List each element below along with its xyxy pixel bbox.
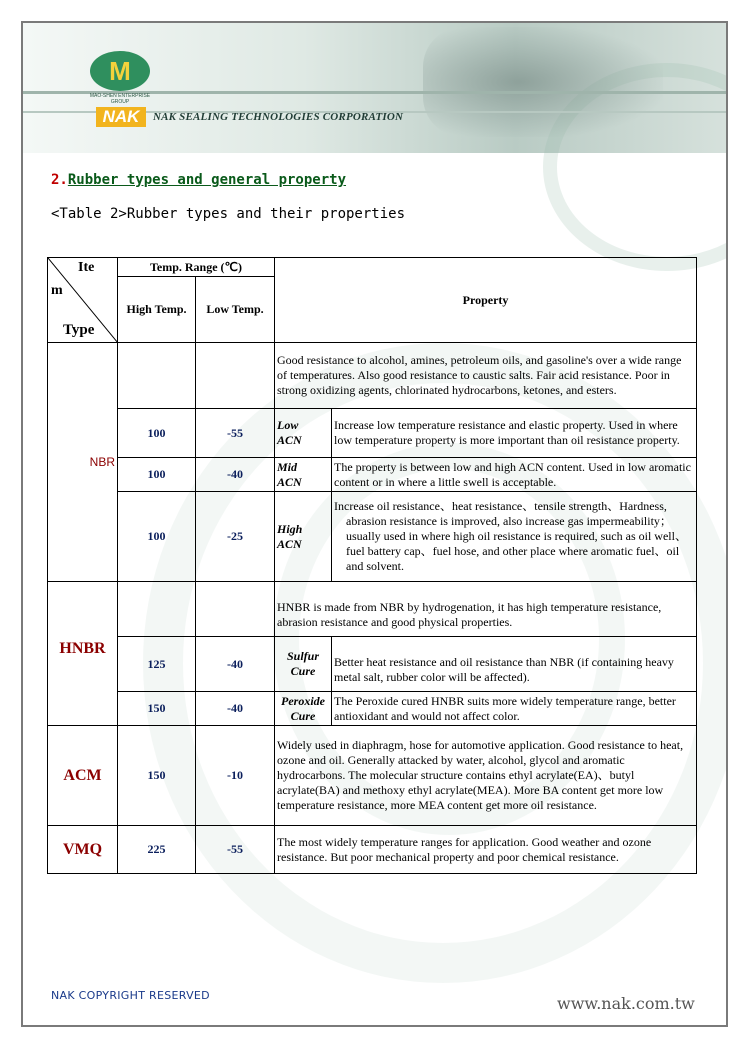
nbr-mid-acn-low-temp: -40: [196, 458, 275, 492]
sub-label-b: ACN: [277, 474, 302, 489]
hnbr-sulfur-label: [275, 637, 332, 692]
company-name: NAK SEALING TECHNOLOGIES CORPORATION: [153, 111, 404, 123]
rubber-properties-table: [47, 257, 697, 874]
hnbr-general-property: HNBR is made from NBR by hydrogenation, it has high temperature resistance, abrasion resistance and good physical properties.: [275, 582, 697, 637]
high-temp-header: High Temp.: [118, 277, 196, 343]
nbr-high-acn-desc: Increase oil resistance、heat resistance、tensile strength、Hardness, abrasion resistance is improved, also increase gas impermeability；usually used in where high oil resistance is required, such as oil well、fuel battery cap、fuel hose, and other place where aromatic fuel、oil and solvent.: [332, 492, 697, 582]
empty-cell: [196, 343, 275, 409]
nbr-low-acn-label: [275, 409, 332, 458]
hnbr-peroxide-label: [275, 692, 332, 726]
empty-cell: [196, 582, 275, 637]
website-url: www.nak.com.tw: [557, 994, 695, 1013]
nbr-high-acn-label: [275, 492, 332, 582]
acm-high-temp: 150: [118, 726, 196, 826]
nbr-mid-acn-high-temp: 100: [118, 458, 196, 492]
item-type-header: [48, 258, 118, 343]
table-caption: <Table 2>Rubber types and their properties: [51, 206, 406, 222]
sub-label-a: Sulfur: [287, 649, 320, 663]
sub-label-a: Peroxide: [281, 693, 326, 708]
type-acm: ACM: [48, 726, 118, 826]
header-banner: [23, 23, 726, 153]
empty-cell: [118, 582, 196, 637]
header-item-a: Ite: [78, 260, 95, 275]
section-number: 2.: [51, 172, 68, 188]
vmq-low-temp: -55: [196, 826, 275, 874]
header-item-b: m: [51, 283, 63, 298]
nbr-mid-acn-desc: The property is between low and high ACN content. Used in low aromatic content or in where a little swell is acceptable.: [332, 458, 697, 492]
hnbr-sulfur-high-temp: 125: [118, 637, 196, 692]
nbr-low-acn-low-temp: -55: [196, 409, 275, 458]
hnbr-peroxide-low-temp: -40: [196, 692, 275, 726]
acm-low-temp: -10: [196, 726, 275, 826]
vmq-property: The most widely temperature ranges for application. Good weather and ozone resistance. But poor mechanical property and poor chemical resistance.: [275, 826, 697, 874]
low-temp-header: Low Temp.: [196, 277, 275, 343]
hnbr-sulfur-low-temp: -40: [196, 637, 275, 692]
sub-label-b: Cure: [290, 708, 316, 723]
company-logo: M: [90, 51, 150, 91]
nbr-high-acn-low-temp: -25: [196, 492, 275, 582]
nbr-high-acn-high-temp: 100: [118, 492, 196, 582]
sub-label-b: ACN: [277, 433, 302, 447]
page-frame: [21, 21, 728, 1027]
copyright-notice: NAK COPYRIGHT RESERVED: [51, 989, 210, 1002]
section-title: [51, 172, 346, 188]
nak-logo: NAK: [96, 107, 146, 127]
nbr-low-acn-high-temp: 100: [118, 409, 196, 458]
section-title-text: Rubber types and general property: [67, 172, 347, 188]
sub-label-a: High: [277, 521, 303, 536]
type-vmq: VMQ: [48, 826, 118, 874]
sub-label-b: Cure: [290, 664, 316, 678]
hnbr-peroxide-desc: The Peroxide cured HNBR suits more widely temperature range, better antioxidant and would not affect color.: [332, 692, 697, 726]
header-type: Type: [63, 322, 95, 338]
nbr-mid-acn-label: [275, 458, 332, 492]
nbr-low-acn-desc: Increase low temperature resistance and elastic property. Used in where low temperature property is more important than oil resistance property.: [332, 409, 697, 458]
sub-label-a: Low: [277, 418, 299, 432]
temp-range-header: Temp. Range (℃): [118, 258, 275, 277]
hnbr-sulfur-desc: Better heat resistance and oil resistance than NBR (if containing heavy metal salt, rubber color will be affected).: [332, 637, 697, 692]
hnbr-peroxide-high-temp: 150: [118, 692, 196, 726]
logo-subtitle: MAO-SHEN ENTERPRISE GROUP: [89, 93, 151, 105]
sub-label-b: ACN: [277, 536, 302, 551]
acm-property: Widely used in diaphragm, hose for automotive application. Good resistance to heat, ozone and oil. Generally attacked by water, alcohol, glycol and aromatic hydrocarbons. The molecular structure contains ethyl acrylate(EA)、butyl acrylate(BA) and methoxy ethyl acrylate(MEA). More BA content get more low temperature resistance, more MEA content get more oil resistance.: [275, 726, 697, 826]
nbr-general-property: Good resistance to alcohol, amines, petroleum oils, and gasoline's over a wide range of temperatures. Also good resistance to caustic salts. Fair acid resistance. Poor in strong oxidizing agents, chlorinated hydrocarbons, ketones, and esters.: [275, 343, 697, 409]
banner-photo: [423, 27, 663, 137]
property-header: Property: [275, 258, 697, 343]
sub-label-a: Mid: [277, 459, 298, 474]
vmq-high-temp: 225: [118, 826, 196, 874]
type-hnbr: HNBR: [48, 582, 118, 726]
type-nbr: NBR: [48, 343, 118, 582]
empty-cell: [118, 343, 196, 409]
